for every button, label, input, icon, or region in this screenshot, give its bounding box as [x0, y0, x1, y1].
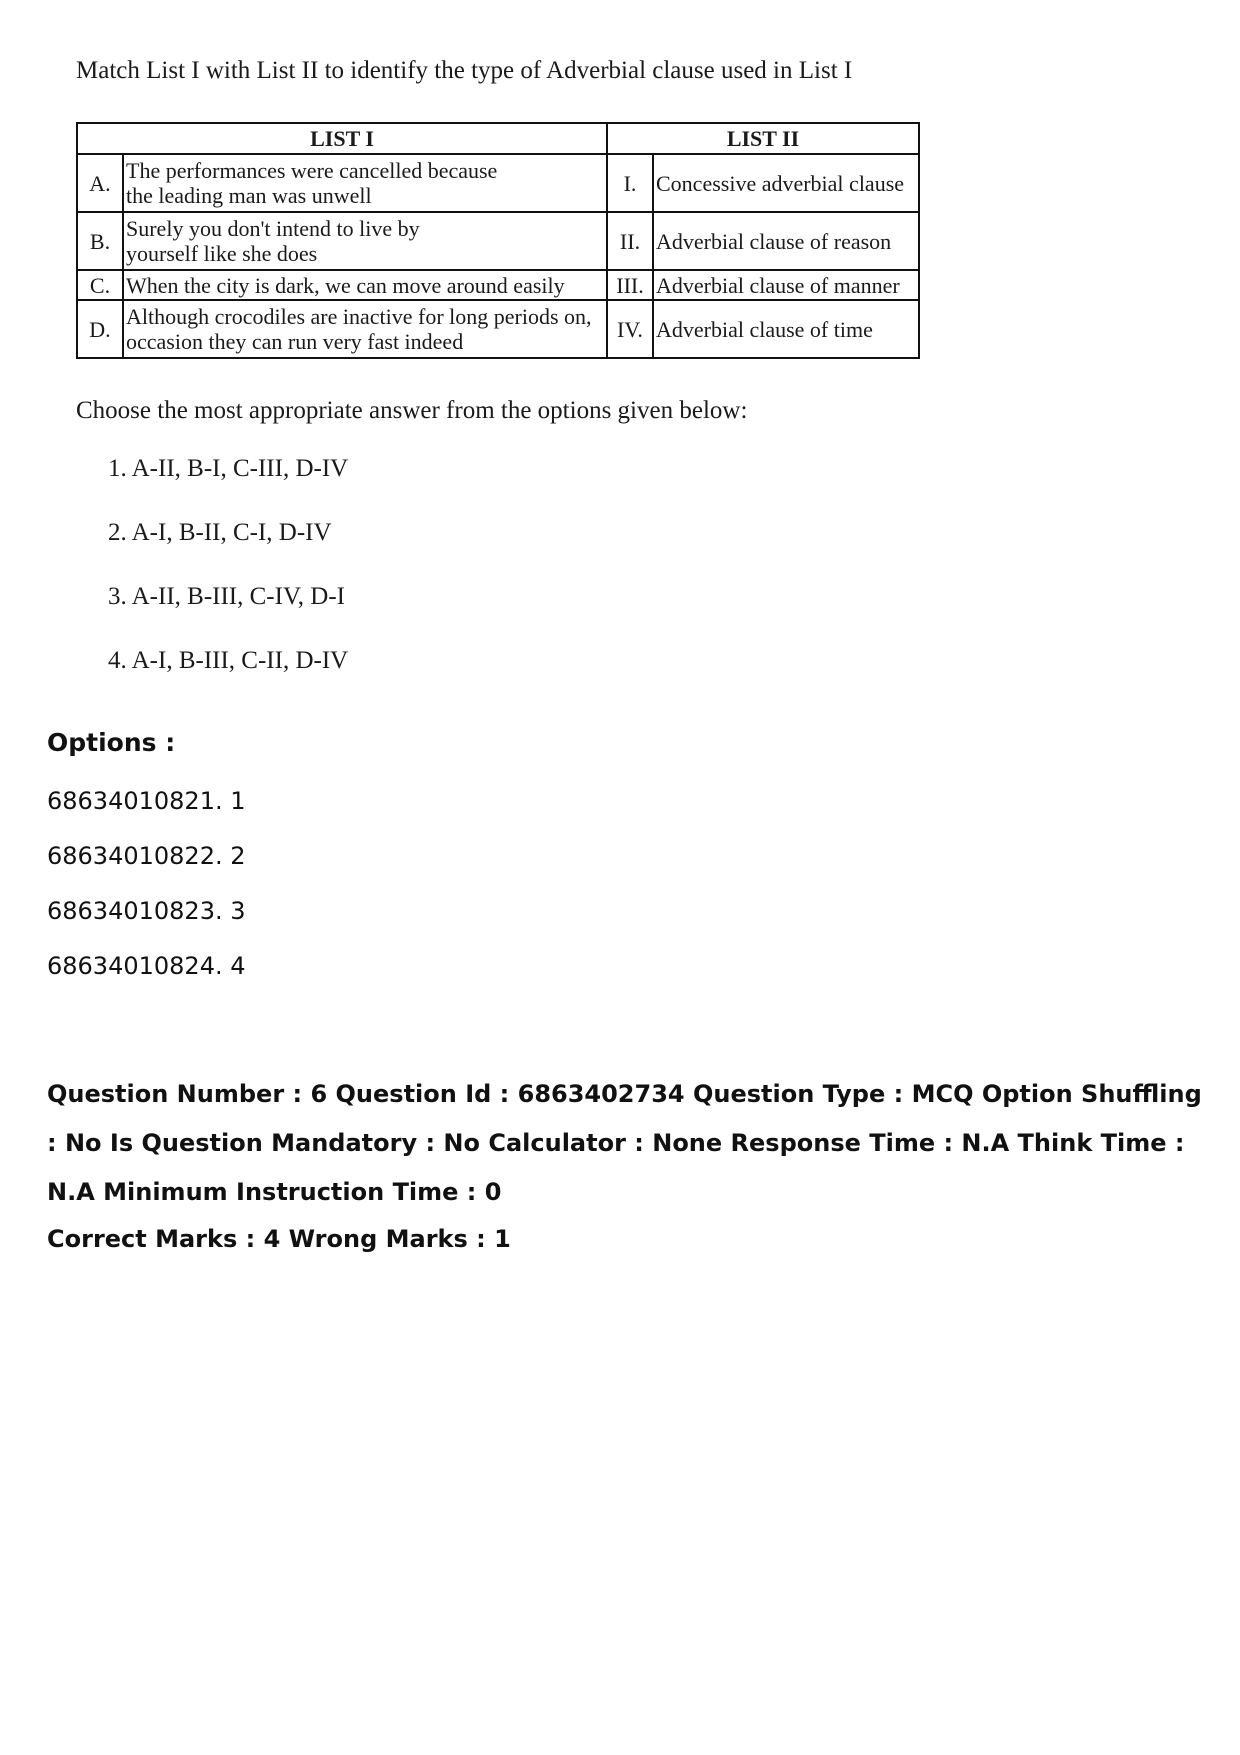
table-row	[77, 270, 919, 300]
option-item: 68634010821. 1	[47, 787, 246, 815]
row-roman: IV.	[607, 300, 653, 358]
answer-choice: 4. A-I, B-III, C-II, D-IV	[108, 647, 349, 674]
row-type: Adverbial clause of time	[653, 300, 919, 358]
options-heading: Options :	[47, 728, 176, 757]
option-item: 68634010822. 2	[47, 842, 246, 870]
answer-choices	[108, 454, 348, 710]
row-letter: B.	[77, 212, 123, 270]
answer-choice: 2. A-I, B-II, C-I, D-IV	[108, 519, 332, 546]
table-row	[77, 212, 919, 270]
question-details: Question Number : 6 Question Id : 6863402734 Question Type : MCQ Option Shuffling : No Is Question Mandatory : No Calculator : None Response Time : N.A Think Time : N.A Minimum Instruction Time : 0	[47, 1080, 1202, 1206]
row-clause: Surely you don't intend to live by yourself like she does	[123, 212, 607, 270]
question-prompt: Match List I with List II to identify the type of Adverbial clause used in List I	[76, 57, 853, 84]
list-2-header: LIST II	[607, 123, 919, 154]
match-table	[76, 122, 920, 359]
row-clause: When the city is dark, we can move around easily	[123, 270, 607, 300]
row-clause: The performances were cancelled because the leading man was unwell	[123, 154, 607, 212]
row-letter: C.	[77, 270, 123, 300]
row-roman: II.	[607, 212, 653, 270]
list-1-header: LIST I	[77, 123, 607, 154]
table-header-row	[77, 123, 919, 154]
row-letter: A.	[77, 154, 123, 212]
question-instruction: Choose the most appropriate answer from the options given below:	[76, 397, 748, 424]
option-item: 68634010824. 4	[47, 952, 246, 980]
row-type: Adverbial clause of manner	[653, 270, 919, 300]
table-row	[77, 300, 919, 358]
question-marks: Correct Marks : 4 Wrong Marks : 1	[47, 1225, 511, 1253]
table-row	[77, 154, 919, 212]
answer-choice: 1. A-II, B-I, C-III, D-IV	[108, 455, 349, 482]
row-clause: Although crocodiles are inactive for long periods on, occasion they can run very fast indeed	[123, 300, 607, 358]
row-roman: I.	[607, 154, 653, 212]
option-list	[47, 786, 246, 1006]
row-letter: D.	[77, 300, 123, 358]
answer-choice: 3. A-II, B-III, C-IV, D-I	[108, 583, 345, 610]
question-image	[76, 56, 976, 674]
option-item: 68634010823. 3	[47, 897, 246, 925]
row-type: Concessive adverbial clause	[653, 154, 919, 212]
row-type: Adverbial clause of reason	[653, 212, 919, 270]
row-roman: III.	[607, 270, 653, 300]
